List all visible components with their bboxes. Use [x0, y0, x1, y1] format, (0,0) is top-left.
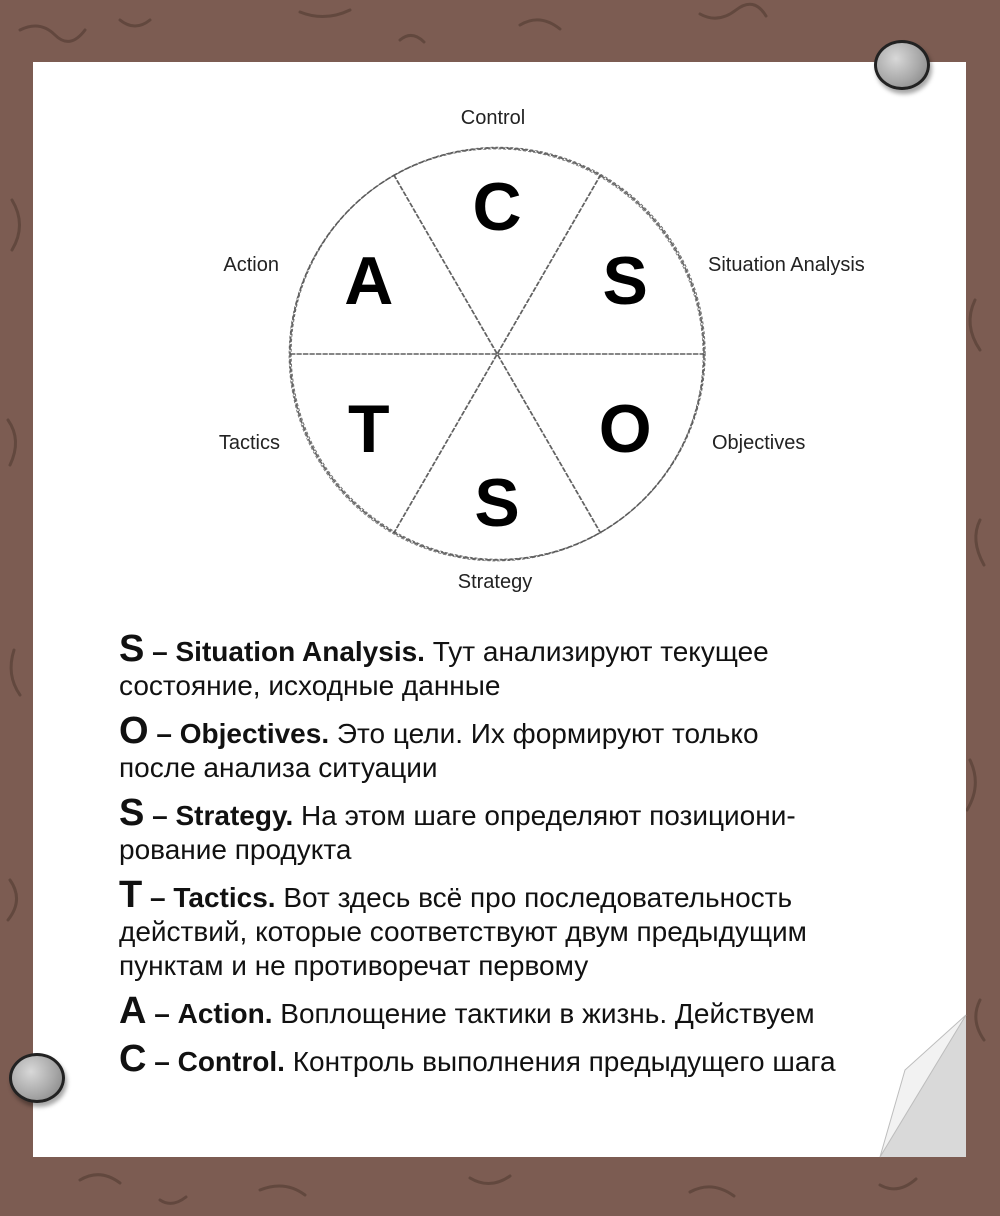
legend-term: Control. [177, 1046, 285, 1077]
legend-item [119, 874, 939, 983]
legend-term: Tactics. [173, 882, 276, 913]
diagram-label-2: Situation Analysis [708, 254, 865, 276]
legend-description-line: Тут анализируют текущее [432, 636, 769, 667]
legend-letter: A [119, 990, 147, 1032]
legend-description-line: действий, которые соответствуют двум предыдущим [119, 916, 807, 947]
diagram-letter-4: S [474, 465, 520, 541]
diagram-label-4: Strategy [457, 571, 533, 593]
legend-letter: O [119, 710, 149, 752]
legend-letter: S [119, 792, 145, 834]
legend-letter: C [119, 1038, 147, 1080]
legend-letter: S [119, 628, 145, 670]
legend-description-line: пунктам и не противоречат первому [119, 950, 589, 981]
legend-description-line: Воплощение тактики в жизнь. Действуем [280, 998, 815, 1029]
legend-letter: T [119, 874, 143, 916]
diagram-letter-2: S [602, 243, 648, 319]
diagram-label-6: Action [223, 254, 279, 276]
legend-dash: – [152, 636, 168, 667]
diagram-letter-1: C [472, 169, 522, 245]
diagram-letter-5: T [348, 391, 390, 467]
diagram-label-3: Objectives [712, 432, 806, 454]
legend-description-line: Контроль выполнения предыдущего шага [292, 1046, 836, 1077]
legend-description-line: Вот здесь всё про последовательность [283, 882, 793, 913]
legend-dash: – [154, 1046, 170, 1077]
legend-item [119, 710, 939, 785]
legend-term: Objectives. [179, 718, 330, 749]
pushpin-bottom [9, 1053, 65, 1103]
diagram-label-1: Control [460, 107, 526, 129]
legend-dash: – [156, 718, 172, 749]
legend-dash: – [150, 882, 166, 913]
legend-term: Strategy. [175, 800, 294, 831]
legend-description-line: На этом шаге определяют позициони- [301, 800, 796, 831]
diagram-labels [219, 107, 865, 593]
legend-dash: – [154, 998, 170, 1029]
legend-item [119, 792, 939, 867]
diagram-letter-6: A [344, 243, 394, 319]
diagram-label-5: Tactics [218, 432, 280, 454]
legend-dash: – [152, 800, 168, 831]
legend-description-line: после анализа ситуации [119, 752, 438, 783]
legend-item [119, 628, 939, 703]
legend-term: Action. [177, 998, 273, 1029]
legend [119, 628, 939, 1090]
legend-description-line: состояние, исходные данные [119, 670, 501, 701]
legend-item [119, 990, 939, 1032]
legend-item [119, 1038, 939, 1080]
legend-description-line: рование продукта [119, 834, 352, 865]
diagram-letter-3: O [598, 391, 652, 467]
legend-term: Situation Analysis. [175, 636, 425, 667]
legend-description-line: Это цели. Их формируют только [336, 718, 759, 749]
